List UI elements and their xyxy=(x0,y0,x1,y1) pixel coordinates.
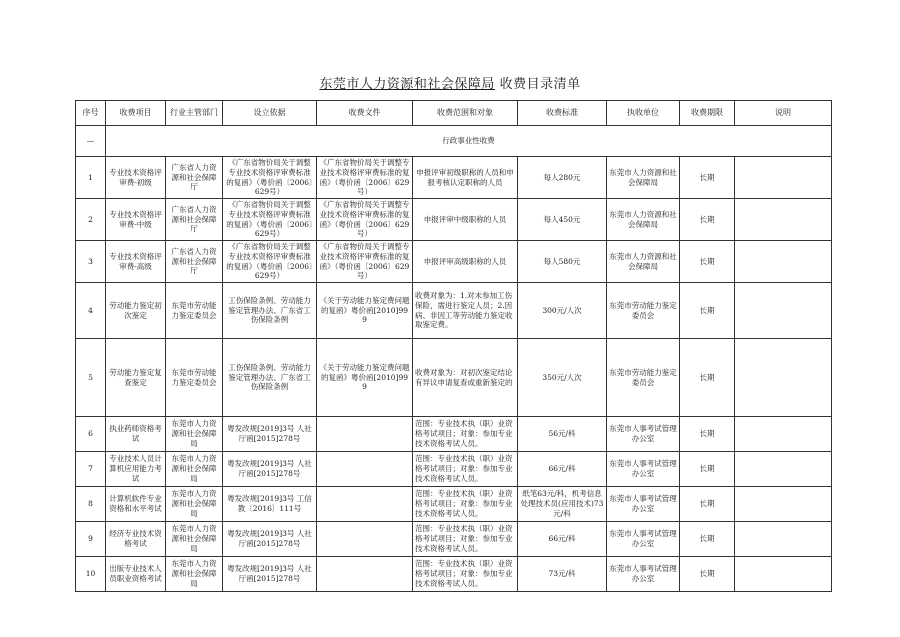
cell-term: 长期 xyxy=(680,417,735,452)
title-rest: 收费目录清单 xyxy=(494,77,581,92)
table-row xyxy=(76,283,832,339)
cell-dept: 东莞市劳动能力鉴定委员会 xyxy=(166,339,223,417)
cell-std: 每人280元 xyxy=(518,157,607,199)
table-row xyxy=(76,241,832,283)
cell-std: 纸笔63元/科，机考信息处理技术员(应用技术)73元/科 xyxy=(518,487,607,522)
cell-std: 每人580元 xyxy=(518,241,607,283)
cell-term: 长期 xyxy=(680,157,735,199)
cell-dept: 东莞市劳动能力鉴定委员会 xyxy=(166,283,223,339)
cell-scope: 范围：专业技术执（职）业资格考试项目；对象：参加专业技术资格考试人员。 xyxy=(413,452,518,487)
cell-scope: 收费对象为：对初次鉴定结论有异议申请复查或重新鉴定的 xyxy=(413,339,518,417)
cell-note xyxy=(735,241,832,283)
cell-doc xyxy=(317,452,413,487)
cell-basis: 《广东省物价局关于调整专业技术资格评审费标准的复函》（粤价函〔2006〕629号） xyxy=(223,199,317,241)
cell-dept: 广东省人力资源和社会保障厅 xyxy=(166,241,223,283)
cell-basis: 粤发改规[2019]3号 人社厅函[2015]278号 xyxy=(223,522,317,557)
cell-unit: 东莞市人事考试管理办公室 xyxy=(607,487,680,522)
cell-item: 计算机软件专业资格和水平考试 xyxy=(106,487,166,522)
table-row xyxy=(76,417,832,452)
title-org: 东莞市人力资源和社会保障局 xyxy=(319,77,495,92)
cell-doc: 《关于劳动能力鉴定费问题的复函》粤价函[2010]999 xyxy=(317,339,413,417)
table-row xyxy=(76,522,832,557)
fee-table xyxy=(75,100,832,592)
cell-note xyxy=(735,157,832,199)
header-seq: 序号 xyxy=(76,101,106,126)
cell-std: 每人450元 xyxy=(518,199,607,241)
cell-seq: 3 xyxy=(76,241,106,283)
cell-item: 专业技术资格评审费-高级 xyxy=(106,241,166,283)
cell-seq: 8 xyxy=(76,487,106,522)
cell-term: 长期 xyxy=(680,283,735,339)
cell-note xyxy=(735,199,832,241)
cell-seq: 4 xyxy=(76,283,106,339)
cell-std: 56元/科 xyxy=(518,417,607,452)
cell-basis: 粤发改规[2019]3号 人社厅函[2015]278号 xyxy=(223,452,317,487)
cell-unit: 东莞市人力资源和社会保障局 xyxy=(607,157,680,199)
cell-seq: 10 xyxy=(76,557,106,592)
header-dept: 行业主管部门 xyxy=(166,101,223,126)
cell-dept: 广东省人力资源和社会保障厅 xyxy=(166,157,223,199)
header-scope: 收费范围和对象 xyxy=(413,101,518,126)
cell-doc xyxy=(317,417,413,452)
cell-term: 长期 xyxy=(680,557,735,592)
cell-unit: 东莞市人力资源和社会保障局 xyxy=(607,241,680,283)
cell-basis: 粤发改规[2019]3号 人社厅函[2015]278号 xyxy=(223,417,317,452)
cell-scope: 申报评审初级职称的人员和申报考核认定职称的人员 xyxy=(413,157,518,199)
cell-note xyxy=(735,452,832,487)
header-item: 收费项目 xyxy=(106,101,166,126)
cell-term: 长期 xyxy=(680,522,735,557)
cell-item: 专业技术资格评审费-初级 xyxy=(106,157,166,199)
cell-scope: 范围：专业技术执（职）业资格考试项目；对象：参加专业技术资格考试人员。 xyxy=(413,557,518,592)
table-row xyxy=(76,157,832,199)
table-row xyxy=(76,199,832,241)
cell-std: 73元/科 xyxy=(518,557,607,592)
cell-dept: 广东省人力资源和社会保障厅 xyxy=(166,199,223,241)
table-row xyxy=(76,487,832,522)
cell-scope: 范围：专业技术执（职）业资格考试项目；对象：参加专业技术资格考试人员。 xyxy=(413,522,518,557)
table-header-row xyxy=(76,101,832,126)
cell-doc xyxy=(317,487,413,522)
cell-scope: 范围：专业技术执（职）业资格考试项目；对象：参加专业技术资格考试人员。 xyxy=(413,417,518,452)
cell-note xyxy=(735,557,832,592)
cell-term: 长期 xyxy=(680,487,735,522)
cell-std: 66元/科 xyxy=(518,522,607,557)
cell-item: 执业药师资格考试 xyxy=(106,417,166,452)
section-row xyxy=(76,126,832,157)
cell-seq: 5 xyxy=(76,339,106,417)
cell-std: 300元/人次 xyxy=(518,283,607,339)
cell-seq: 7 xyxy=(76,452,106,487)
cell-unit: 东莞市劳动能力鉴定委员会 xyxy=(607,283,680,339)
cell-doc: 《广东省物价局关于调整专业技术资格评审费标准的复函》（粤价函〔2006〕629号） xyxy=(317,241,413,283)
cell-term: 长期 xyxy=(680,199,735,241)
cell-item: 出版专业技术人员职业资格考试 xyxy=(106,557,166,592)
table-row xyxy=(76,452,832,487)
cell-note xyxy=(735,522,832,557)
header-std: 收费标准 xyxy=(518,101,607,126)
header-basis: 设立依据 xyxy=(223,101,317,126)
cell-item: 专业技术资格评审费-中级 xyxy=(106,199,166,241)
cell-unit: 东莞市人力资源和社会保障局 xyxy=(607,199,680,241)
cell-term: 长期 xyxy=(680,452,735,487)
cell-term: 长期 xyxy=(680,241,735,283)
table-row xyxy=(76,339,832,417)
cell-unit: 东莞市人事考试管理办公室 xyxy=(607,557,680,592)
header-doc: 收费文件 xyxy=(317,101,413,126)
cell-seq: 2 xyxy=(76,199,106,241)
cell-unit: 东莞市人事考试管理办公室 xyxy=(607,452,680,487)
cell-std: 66元/科 xyxy=(518,452,607,487)
cell-scope: 收费对象为：1.对未参加工伤保险，需进行鉴定人员；2.因病、非因工等劳动能力鉴定收取鉴定费。 xyxy=(413,283,518,339)
cell-dept: 东莞市人力资源和社会保障局 xyxy=(166,487,223,522)
table-row xyxy=(76,557,832,592)
cell-unit: 东莞市人事考试管理办公室 xyxy=(607,417,680,452)
cell-doc xyxy=(317,557,413,592)
section-seq: — xyxy=(76,126,106,157)
cell-doc: 《关于劳动能力鉴定费问题的复函》粤价函[2010]999 xyxy=(317,283,413,339)
cell-scope: 申报评审高级职称的人员 xyxy=(413,241,518,283)
cell-term: 长期 xyxy=(680,339,735,417)
section-label: 行政事业性收费 xyxy=(106,126,832,157)
cell-doc xyxy=(317,522,413,557)
cell-basis: 工伤保险条例、劳动能力鉴定管理办法、广东省工伤保险条例 xyxy=(223,339,317,417)
cell-note xyxy=(735,339,832,417)
page-title xyxy=(0,73,900,92)
cell-note xyxy=(735,417,832,452)
cell-item: 劳动能力鉴定初次鉴定 xyxy=(106,283,166,339)
cell-item: 经济专业技术资格考试 xyxy=(106,522,166,557)
cell-note xyxy=(735,283,832,339)
cell-basis: 工伤保险条例、劳动能力鉴定管理办法、广东省工伤保险条例 xyxy=(223,283,317,339)
cell-unit: 东莞市劳动能力鉴定委员会 xyxy=(607,339,680,417)
cell-seq: 1 xyxy=(76,157,106,199)
header-term: 收费期限 xyxy=(680,101,735,126)
cell-item: 专业技术人员计算机应用能力考试 xyxy=(106,452,166,487)
cell-basis: 粤发改规[2019]3号 工信教〔2016〕111号 xyxy=(223,487,317,522)
header-note: 说明 xyxy=(735,101,832,126)
cell-scope: 范围：专业技术执（职）业资格考试项目；对象：参加专业技术资格考试人员。 xyxy=(413,487,518,522)
cell-seq: 9 xyxy=(76,522,106,557)
cell-std: 350元/人次 xyxy=(518,339,607,417)
cell-seq: 6 xyxy=(76,417,106,452)
cell-basis: 《广东省物价局关于调整专业技术资格评审费标准的复函》（粤价函〔2006〕629号） xyxy=(223,241,317,283)
header-unit: 执收单位 xyxy=(607,101,680,126)
cell-unit: 东莞市人事考试管理办公室 xyxy=(607,522,680,557)
cell-note xyxy=(735,487,832,522)
cell-dept: 东莞市人力资源和社会保障局 xyxy=(166,417,223,452)
cell-basis: 粤发改规[2019]3号 人社厅函[2015]278号 xyxy=(223,557,317,592)
cell-doc: 《广东省物价局关于调整专业技术资格评审费标准的复函》（粤价函〔2006〕629号） xyxy=(317,157,413,199)
cell-dept: 东莞市人力资源和社会保障局 xyxy=(166,452,223,487)
cell-dept: 东莞市人力资源和社会保障局 xyxy=(166,557,223,592)
cell-doc: 《广东省物价局关于调整专业技术资格评审费标准的复函》（粤价函〔2006〕629号） xyxy=(317,199,413,241)
cell-scope: 申报评审中级职称的人员 xyxy=(413,199,518,241)
cell-basis: 《广东省物价局关于调整专业技术资格评审费标准的复函》（粤价函〔2006〕629号） xyxy=(223,157,317,199)
cell-dept: 东莞市人力资源和社会保障局 xyxy=(166,522,223,557)
cell-item: 劳动能力鉴定复查鉴定 xyxy=(106,339,166,417)
